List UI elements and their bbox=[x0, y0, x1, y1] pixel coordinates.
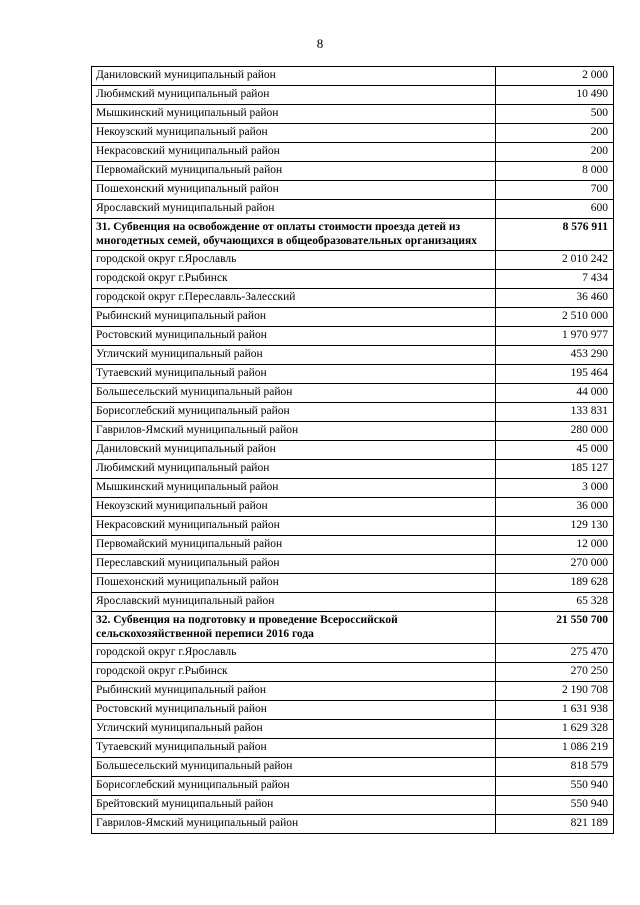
district-name: Даниловский муниципальный район bbox=[92, 67, 496, 86]
amount-cell: 821 189 bbox=[496, 815, 614, 834]
page-number: 8 bbox=[316, 36, 324, 51]
district-name: Мышкинский муниципальный район bbox=[92, 479, 496, 498]
amount-cell: 45 000 bbox=[496, 441, 614, 460]
amount-cell: 200 bbox=[496, 124, 614, 143]
table-row bbox=[92, 365, 614, 384]
table-row bbox=[92, 593, 614, 612]
table-row bbox=[92, 682, 614, 701]
district-name: Гаврилов-Ямский муниципальный район bbox=[92, 422, 496, 441]
amount-cell: 1 629 328 bbox=[496, 720, 614, 739]
amount-cell: 275 470 bbox=[496, 644, 614, 663]
district-name: Ростовский муниципальный район bbox=[92, 701, 496, 720]
amount-cell: 36 000 bbox=[496, 498, 614, 517]
amount-cell: 600 bbox=[496, 200, 614, 219]
table-row bbox=[92, 327, 614, 346]
amount-cell: 1 970 977 bbox=[496, 327, 614, 346]
amount-cell: 500 bbox=[496, 105, 614, 124]
table-row bbox=[92, 86, 614, 105]
table-row bbox=[92, 162, 614, 181]
table-row bbox=[92, 460, 614, 479]
budget-table bbox=[91, 66, 614, 834]
table-row bbox=[92, 720, 614, 739]
table-row bbox=[92, 403, 614, 422]
amount-cell: 189 628 bbox=[496, 574, 614, 593]
district-name: Угличский муниципальный район bbox=[92, 720, 496, 739]
amount-cell: 3 000 bbox=[496, 479, 614, 498]
budget-table-body bbox=[92, 67, 614, 834]
district-name: Тутаевский муниципальный район bbox=[92, 365, 496, 384]
district-name: Тутаевский муниципальный район bbox=[92, 739, 496, 758]
table-row bbox=[92, 289, 614, 308]
table-row bbox=[92, 143, 614, 162]
table-row bbox=[92, 479, 614, 498]
amount-cell: 2 000 bbox=[496, 67, 614, 86]
amount-cell: 818 579 bbox=[496, 758, 614, 777]
district-name: городской округ г.Ярославль bbox=[92, 644, 496, 663]
table-row bbox=[92, 384, 614, 403]
district-name: Брейтовский муниципальный район bbox=[92, 796, 496, 815]
district-name: городской округ г.Рыбинск bbox=[92, 270, 496, 289]
amount-cell: 129 130 bbox=[496, 517, 614, 536]
table-row bbox=[92, 498, 614, 517]
table-row bbox=[92, 574, 614, 593]
district-name: Рыбинский муниципальный район bbox=[92, 308, 496, 327]
table-row bbox=[92, 555, 614, 574]
amount-cell: 36 460 bbox=[496, 289, 614, 308]
district-name: Гаврилов-Ямский муниципальный район bbox=[92, 815, 496, 834]
amount-cell: 185 127 bbox=[496, 460, 614, 479]
district-name: городской округ г.Рыбинск bbox=[92, 663, 496, 682]
amount-cell: 280 000 bbox=[496, 422, 614, 441]
amount-cell: 2 510 000 bbox=[496, 308, 614, 327]
amount-cell: 550 940 bbox=[496, 777, 614, 796]
amount-cell: 200 bbox=[496, 143, 614, 162]
district-name: Большесельский муниципальный район bbox=[92, 758, 496, 777]
table-row bbox=[92, 644, 614, 663]
table-row bbox=[92, 124, 614, 143]
table-row bbox=[92, 758, 614, 777]
table-row bbox=[92, 270, 614, 289]
amount-cell: 133 831 bbox=[496, 403, 614, 422]
amount-cell: 1 631 938 bbox=[496, 701, 614, 720]
table-row bbox=[92, 346, 614, 365]
district-name: Некоузский муниципальный район bbox=[92, 124, 496, 143]
amount-cell: 44 000 bbox=[496, 384, 614, 403]
table-row bbox=[92, 815, 614, 834]
district-name: Любимский муниципальный район bbox=[92, 86, 496, 105]
amount-cell: 195 464 bbox=[496, 365, 614, 384]
amount-cell: 2 190 708 bbox=[496, 682, 614, 701]
table-row bbox=[92, 777, 614, 796]
amount-cell: 10 490 bbox=[496, 86, 614, 105]
amount-cell: 270 000 bbox=[496, 555, 614, 574]
district-name: Большесельский муниципальный район bbox=[92, 384, 496, 403]
district-name: Борисоглебский муниципальный район bbox=[92, 777, 496, 796]
district-name: Рыбинский муниципальный район bbox=[92, 682, 496, 701]
district-name: Переславский муниципальный район bbox=[92, 555, 496, 574]
district-name: Ростовский муниципальный район bbox=[92, 327, 496, 346]
district-name: Некрасовский муниципальный район bbox=[92, 143, 496, 162]
district-name: Первомайский муниципальный район bbox=[92, 536, 496, 555]
amount-cell: 12 000 bbox=[496, 536, 614, 555]
district-name: Некоузский муниципальный район bbox=[92, 498, 496, 517]
table-row bbox=[92, 308, 614, 327]
table-row bbox=[92, 67, 614, 86]
amount-cell: 7 434 bbox=[496, 270, 614, 289]
district-name: Ярославский муниципальный район bbox=[92, 593, 496, 612]
amount-cell: 453 290 bbox=[496, 346, 614, 365]
district-name: Даниловский муниципальный район bbox=[92, 441, 496, 460]
section-total: 8 576 911 bbox=[496, 219, 614, 251]
amount-cell: 270 250 bbox=[496, 663, 614, 682]
amount-cell: 8 000 bbox=[496, 162, 614, 181]
table-row bbox=[92, 796, 614, 815]
district-name: городской округ г.Переславль-Залесский bbox=[92, 289, 496, 308]
district-name: Некрасовский муниципальный район bbox=[92, 517, 496, 536]
district-name: Угличский муниципальный район bbox=[92, 346, 496, 365]
table-row bbox=[92, 739, 614, 758]
district-name: Борисоглебский муниципальный район bbox=[92, 403, 496, 422]
amount-cell: 550 940 bbox=[496, 796, 614, 815]
table-row bbox=[92, 663, 614, 682]
table-row bbox=[92, 105, 614, 124]
district-name: Первомайский муниципальный район bbox=[92, 162, 496, 181]
district-name: Пошехонский муниципальный район bbox=[92, 574, 496, 593]
section-title: 32. Субвенция на подготовку и проведение Всероссийской сельскохозяйственной переписи 2016 года bbox=[92, 612, 496, 644]
section-row bbox=[92, 219, 614, 251]
district-name: Пошехонский муниципальный район bbox=[92, 181, 496, 200]
section-row bbox=[92, 612, 614, 644]
amount-cell: 65 328 bbox=[496, 593, 614, 612]
district-name: Мышкинский муниципальный район bbox=[92, 105, 496, 124]
table-row bbox=[92, 441, 614, 460]
table-row bbox=[92, 181, 614, 200]
section-title: 31. Субвенция на освобождение от оплаты стоимости проезда детей из многодетных семей, обучающихся в общеобразовательных организациях bbox=[92, 219, 496, 251]
amount-cell: 2 010 242 bbox=[496, 251, 614, 270]
district-name: Ярославский муниципальный район bbox=[92, 200, 496, 219]
table-row bbox=[92, 536, 614, 555]
amount-cell: 700 bbox=[496, 181, 614, 200]
table-row bbox=[92, 517, 614, 536]
table-row bbox=[92, 200, 614, 219]
table-row bbox=[92, 251, 614, 270]
section-total: 21 550 700 bbox=[496, 612, 614, 644]
table-row bbox=[92, 422, 614, 441]
district-name: городской округ г.Ярославль bbox=[92, 251, 496, 270]
table-row bbox=[92, 701, 614, 720]
amount-cell: 1 086 219 bbox=[496, 739, 614, 758]
district-name: Любимский муниципальный район bbox=[92, 460, 496, 479]
